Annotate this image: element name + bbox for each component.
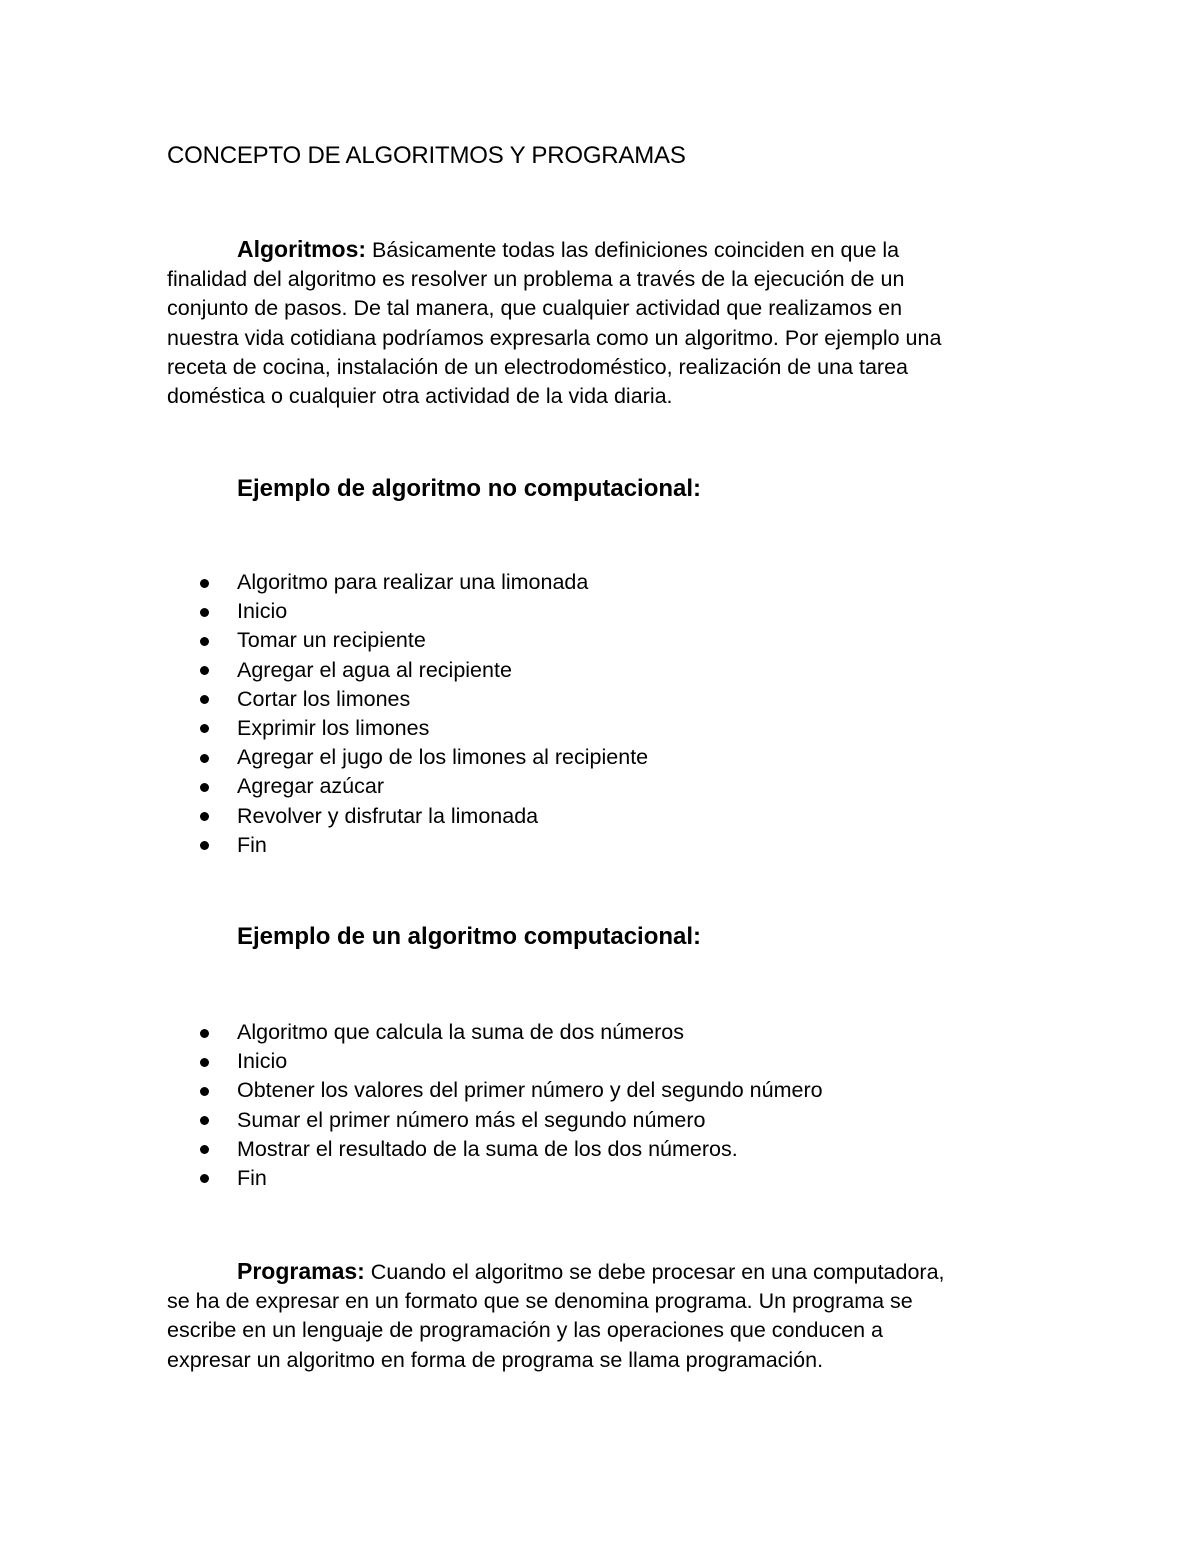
bullet-icon — [200, 1058, 209, 1067]
list-item-text: Mostrar el resultado de la suma de los dos números. — [237, 1136, 738, 1161]
list-item-text: Cortar los limones — [237, 686, 411, 711]
bullet-icon — [200, 812, 209, 821]
programas-text: Cuando el algoritmo se debe procesar en una computadora, se ha de expresar en un formato que se denomina programa. Un programa se escribe en un lenguaje de programación y las operaciones que conducen a expresar un algoritmo en forma de programa se llama programación. — [167, 1260, 945, 1372]
bullet-icon — [200, 724, 209, 733]
bullet-icon — [200, 695, 209, 704]
list-item-text: Fin — [237, 1165, 267, 1190]
list-item-text: Tomar un recipiente — [237, 628, 426, 653]
list-item-text: Revolver y disfrutar la limonada — [237, 803, 539, 828]
bullet-icon — [200, 666, 209, 675]
computational-heading: Ejemplo de un algoritmo computacional: — [237, 923, 702, 950]
bullet-icon — [200, 1116, 209, 1125]
list-item-text: Algoritmo para realizar una limonada — [237, 570, 589, 594]
document-title: CONCEPTO DE ALGORITMOS Y PROGRAMAS — [167, 142, 686, 169]
bullet-icon — [200, 1087, 209, 1096]
list-item-text: Fin — [237, 832, 267, 857]
list-item-text: Inicio — [237, 1049, 288, 1074]
bullet-icon — [200, 754, 209, 763]
list-item-text: Agregar el agua al recipiente — [237, 657, 512, 682]
list-item-text: Inicio — [237, 599, 288, 624]
list-item-text: Sumar el primer número más el segundo número — [237, 1107, 706, 1132]
bullet-icon — [200, 579, 209, 588]
bullet-icon — [200, 1174, 209, 1183]
bullet-icon — [200, 637, 209, 646]
algoritmos-text: Básicamente todas las definiciones coinciden en que la finalidad del algoritmo es resolver un problema a través de la ejecución de un conjunto de pasos. De tal manera, que cualquier actividad que realizamos en nuestra vida cotidiana podríamos expresarla como un algoritmo. Por ejemplo una receta de cocina, instalación de un electrodoméstico, realización de una tarea doméstica o cualquier otra actividad de la vida diaria. — [167, 238, 942, 409]
list-item-text: Exprimir los limones — [237, 715, 430, 740]
programas-term: Programas: — [237, 1258, 365, 1284]
bullet-icon — [200, 1145, 209, 1154]
list-item-text: Algoritmo que calcula la suma de dos números — [237, 1020, 684, 1044]
bullet-icon — [200, 783, 209, 792]
list-item-text: Agregar el jugo de los limones al recipiente — [237, 745, 649, 770]
programas-paragraph — [167, 1257, 1027, 1375]
bullet-icon — [200, 608, 209, 617]
algoritmos-term: Algoritmos: — [237, 236, 367, 262]
algoritmos-paragraph — [167, 235, 1027, 411]
list-item-text: Agregar azúcar — [237, 774, 384, 799]
list-item-text: Obtener los valores del primer número y del segundo número — [237, 1078, 823, 1103]
bullet-icon — [200, 1029, 209, 1038]
bullet-icon — [200, 841, 209, 850]
non-computational-heading: Ejemplo de algoritmo no computacional: — [237, 475, 702, 502]
